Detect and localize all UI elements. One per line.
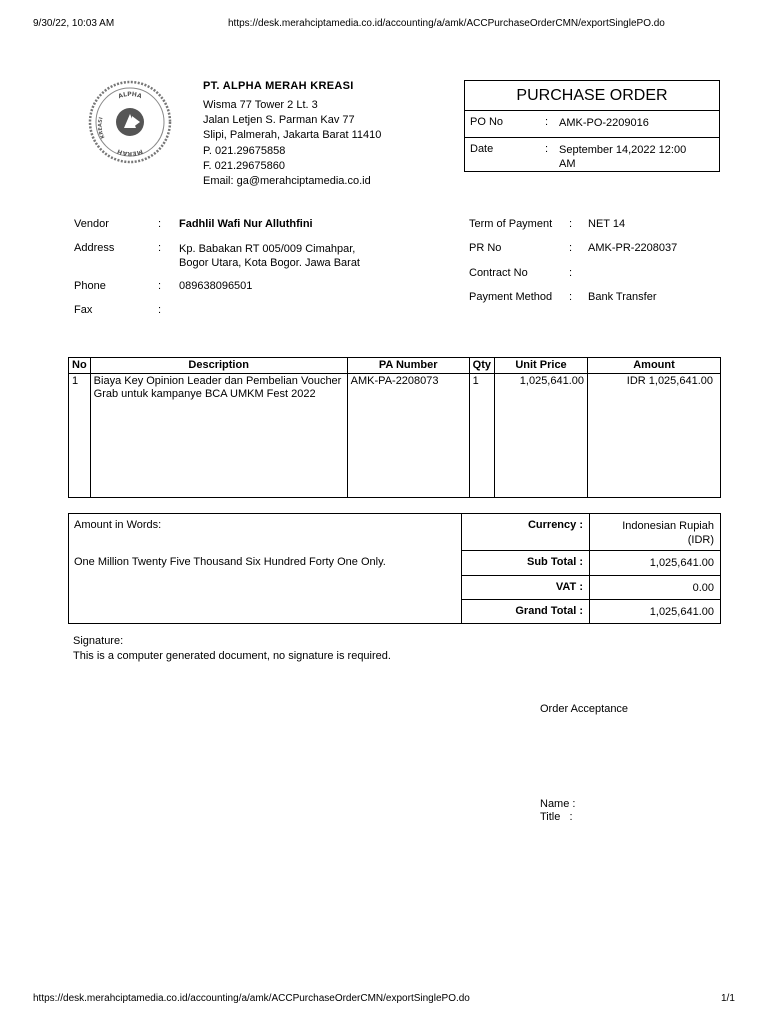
vendor-address-line: Kp. Babakan RT 005/009 Cimahpar, bbox=[179, 243, 356, 255]
company-address-line: Wisma 77 Tower 2 Lt. 3 bbox=[203, 99, 318, 111]
signature-label: Signature: bbox=[73, 635, 124, 647]
table-row bbox=[69, 374, 721, 498]
po-number-row bbox=[465, 111, 719, 138]
logo-bottom-text: MERAH bbox=[116, 147, 144, 158]
vendor-name: Fadhlil Wafi Nur Alluthfini bbox=[179, 218, 313, 230]
subtotal-label: Sub Total : bbox=[461, 551, 590, 575]
colon: : bbox=[569, 291, 573, 303]
vat-value: 0.00 bbox=[692, 582, 714, 594]
grand-total-row bbox=[461, 600, 720, 623]
order-acceptance-label: Order Acceptance bbox=[540, 703, 629, 715]
item-unit-price: 1,025,641.00 bbox=[495, 374, 588, 498]
items-table bbox=[68, 357, 721, 498]
col-header-no: No bbox=[69, 358, 91, 374]
pr-number: AMK-PR-2208037 bbox=[588, 242, 678, 254]
print-datetime: 9/30/22, 10:03 AM bbox=[33, 18, 115, 29]
currency-value bbox=[590, 514, 720, 550]
svg-text:ALPHA bbox=[117, 91, 143, 100]
payment-method: Bank Transfer bbox=[588, 291, 657, 303]
currency-line: Indonesian Rupiah bbox=[622, 520, 714, 532]
currency-label: Currency : bbox=[461, 514, 590, 550]
pr-number-label: PR No bbox=[469, 242, 502, 254]
company-email: Email: ga@merahciptamedia.co.id bbox=[203, 175, 371, 188]
grand-total-label: Grand Total : bbox=[461, 600, 590, 623]
vendor-address bbox=[179, 242, 360, 270]
company-phone: P. 021.29675858 bbox=[203, 144, 286, 157]
logo-top-text: ALPHA bbox=[117, 90, 143, 101]
subtotal-value: 1,025,641.00 bbox=[649, 557, 714, 569]
po-date-row bbox=[465, 138, 719, 173]
item-qty: 1 bbox=[469, 374, 494, 498]
company-address-line: Jalan Letjen S. Parman Kav 77 bbox=[203, 114, 355, 127]
currency-row bbox=[461, 514, 720, 551]
po-date bbox=[559, 138, 719, 173]
phone-label: Phone bbox=[74, 280, 106, 292]
po-number-label: PO No bbox=[470, 116, 504, 128]
col-header-description: Description bbox=[90, 358, 347, 374]
print-footer-url: https://desk.merahciptamedia.co.id/accounting/a/amk/ACCPurchaseOrderCMN/exportSinglePO.do bbox=[33, 993, 470, 1004]
term-of-payment-label: Term of Payment bbox=[469, 218, 553, 230]
currency-line: (IDR) bbox=[687, 534, 714, 546]
amount-in-words-label: Amount in Words: bbox=[74, 519, 162, 531]
acceptance-title-label: Title : bbox=[540, 811, 573, 823]
colon: : bbox=[569, 218, 573, 230]
signature-note: This is a computer generated document, no signature is required. bbox=[73, 650, 391, 662]
po-box bbox=[464, 80, 720, 172]
item-pa-number: AMK-PA-2208073 bbox=[347, 374, 469, 498]
col-header-qty: Qty bbox=[469, 358, 494, 374]
colon: : bbox=[569, 267, 573, 279]
amount-in-words-cell bbox=[69, 514, 462, 623]
po-date-label: Date bbox=[470, 143, 494, 155]
acceptance-name-label: Name : bbox=[540, 798, 576, 810]
vat-label: VAT : bbox=[461, 576, 590, 599]
po-date-line: September 14,2022 12:00 bbox=[559, 144, 687, 156]
contract-number-label: Contract No bbox=[469, 267, 528, 279]
colon: : bbox=[545, 143, 549, 155]
grand-total-value: 1,025,641.00 bbox=[649, 606, 714, 618]
col-header-amount: Amount bbox=[588, 358, 721, 374]
vendor-phone: 089638096501 bbox=[179, 280, 253, 292]
colon: : bbox=[545, 116, 549, 128]
vat-row bbox=[461, 576, 720, 600]
amount-in-words: One Million Twenty Five Thousand Six Hundred Forty One Only. bbox=[74, 556, 386, 568]
items-header-row bbox=[69, 358, 721, 374]
item-description: Biaya Key Opinion Leader dan Pembelian Voucher Grab untuk kampanye BCA UMKM Fest 2022 bbox=[90, 374, 347, 498]
company-address-block bbox=[203, 98, 381, 189]
colon: : bbox=[158, 218, 162, 230]
totals-box bbox=[68, 513, 721, 624]
vendor-label: Vendor bbox=[74, 218, 109, 230]
logo-side-text: KREASI bbox=[97, 116, 107, 140]
item-amount: IDR 1,025,641.00 bbox=[588, 374, 721, 498]
col-header-pa-number: PA Number bbox=[347, 358, 469, 374]
col-header-unit-price: Unit Price bbox=[495, 358, 588, 374]
term-of-payment: NET 14 bbox=[588, 218, 626, 230]
payment-method-label: Payment Method bbox=[469, 291, 553, 303]
po-title: PURCHASE ORDER bbox=[465, 81, 719, 111]
company-address-line: Slipi, Palmerah, Jakarta Barat 11410 bbox=[203, 129, 382, 142]
company-logo bbox=[88, 80, 172, 164]
colon: : bbox=[569, 242, 573, 254]
po-date-line: AM bbox=[559, 158, 576, 170]
company-name: PT. ALPHA MERAH KREASI bbox=[203, 80, 354, 92]
colon: : bbox=[158, 304, 162, 316]
fax-label: Fax bbox=[74, 304, 93, 316]
item-no: 1 bbox=[69, 374, 91, 498]
print-page-number: 1/1 bbox=[721, 993, 735, 1004]
print-header-url: https://desk.merahciptamedia.co.id/accounting/a/amk/ACCPurchaseOrderCMN/exportSinglePO.do bbox=[228, 18, 665, 29]
company-fax: F. 021.29675860 bbox=[203, 159, 285, 172]
address-label: Address bbox=[74, 242, 115, 254]
svg-text:MERAH bbox=[116, 147, 143, 157]
colon: : bbox=[158, 242, 162, 254]
colon: : bbox=[158, 280, 162, 292]
subtotal-row bbox=[461, 551, 720, 576]
vendor-address-line: Bogor Utara, Kota Bogor. Jawa Barat bbox=[179, 257, 360, 269]
po-number: AMK-PO-2209016 bbox=[559, 117, 649, 129]
